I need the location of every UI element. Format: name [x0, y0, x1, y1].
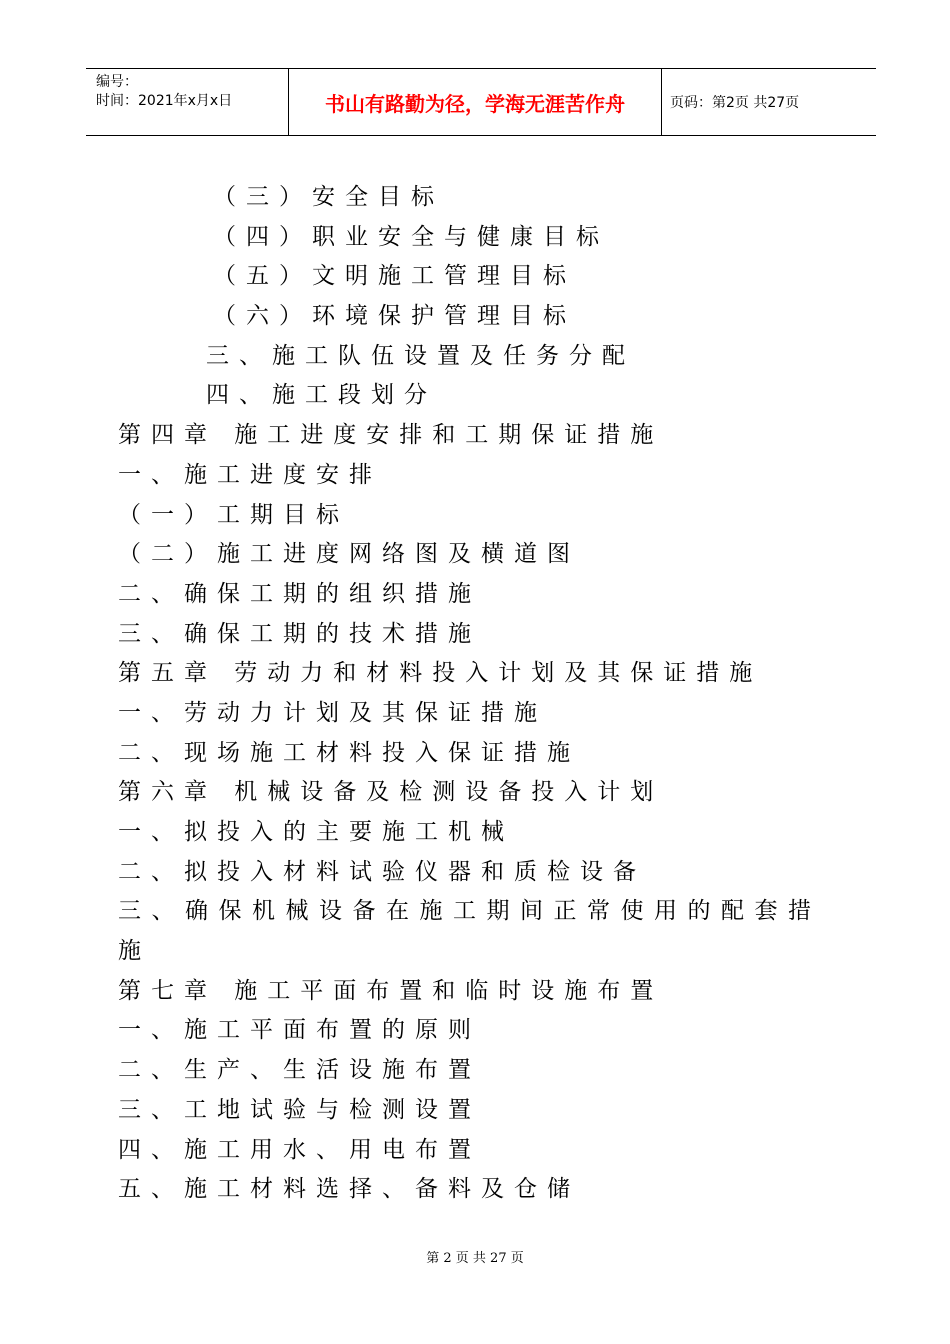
toc-entry: （六）环境保护管理目标	[213, 303, 576, 330]
toc-entry: 一、劳动力计划及其保证措施	[118, 699, 547, 726]
toc-entry: 第四章 施工进度安排和工期保证措施	[118, 422, 664, 449]
toc-entry: （四）职业安全与健康目标	[213, 223, 609, 250]
toc-entry: 二、确保工期的组织措施	[118, 580, 481, 607]
toc-entry: 第七章 施工平面布置和临时设施布置	[118, 977, 664, 1004]
toc-entry: 二、生产、生活设施布置	[118, 1057, 481, 1084]
header-meta	[86, 69, 288, 135]
toc-entry: 第五章 劳动力和材料投入计划及其保证措施	[118, 660, 763, 687]
toc-entry: 四、施工用水、用电布置	[118, 1136, 481, 1163]
toc-entry: 三、工地试验与检测设置	[118, 1096, 481, 1123]
toc-entry: （二）施工进度网络图及横道图	[118, 541, 580, 568]
toc-entry: 三、施工队伍设置及任务分配	[206, 342, 635, 369]
toc-entry: 一、施工进度安排	[118, 461, 382, 488]
toc-entry: 第六章 机械设备及检测设备投入计划	[118, 779, 664, 806]
toc-entry: 三、确保机械设备在施工期间正常使用的配套措施	[118, 898, 822, 965]
toc-entry: （五）文明施工管理目标	[213, 263, 576, 290]
toc-entry: 三、确保工期的技术措施	[118, 620, 481, 647]
header-motto: 书山有路勤为径，学海无涯苦作舟	[288, 69, 662, 135]
toc-entry: 二、现场施工材料投入保证措施	[118, 739, 580, 766]
table-of-contents	[118, 178, 838, 1210]
doc-time-label: 时间：2021年x月x日	[96, 93, 233, 109]
doc-number-label: 编号：	[96, 74, 138, 90]
toc-entry: （一）工期目标	[118, 501, 349, 528]
toc-entry: （三）安全目标	[213, 184, 444, 210]
toc-entry: 一、拟投入的主要施工机械	[118, 819, 514, 845]
toc-entry: 四、施工段划分	[206, 382, 437, 409]
toc-entry: 一、施工平面布置的原则	[118, 1017, 481, 1044]
toc-entry: 二、拟投入材料试验仪器和质检设备	[118, 858, 646, 885]
page-header	[86, 68, 876, 136]
page-footer: 第 2 页 共 27 页	[426, 1251, 524, 1266]
toc-entry: 五、施工材料选择、备料及仓储	[118, 1176, 580, 1203]
header-page-info: 页码：第2页 共27页	[670, 95, 800, 111]
